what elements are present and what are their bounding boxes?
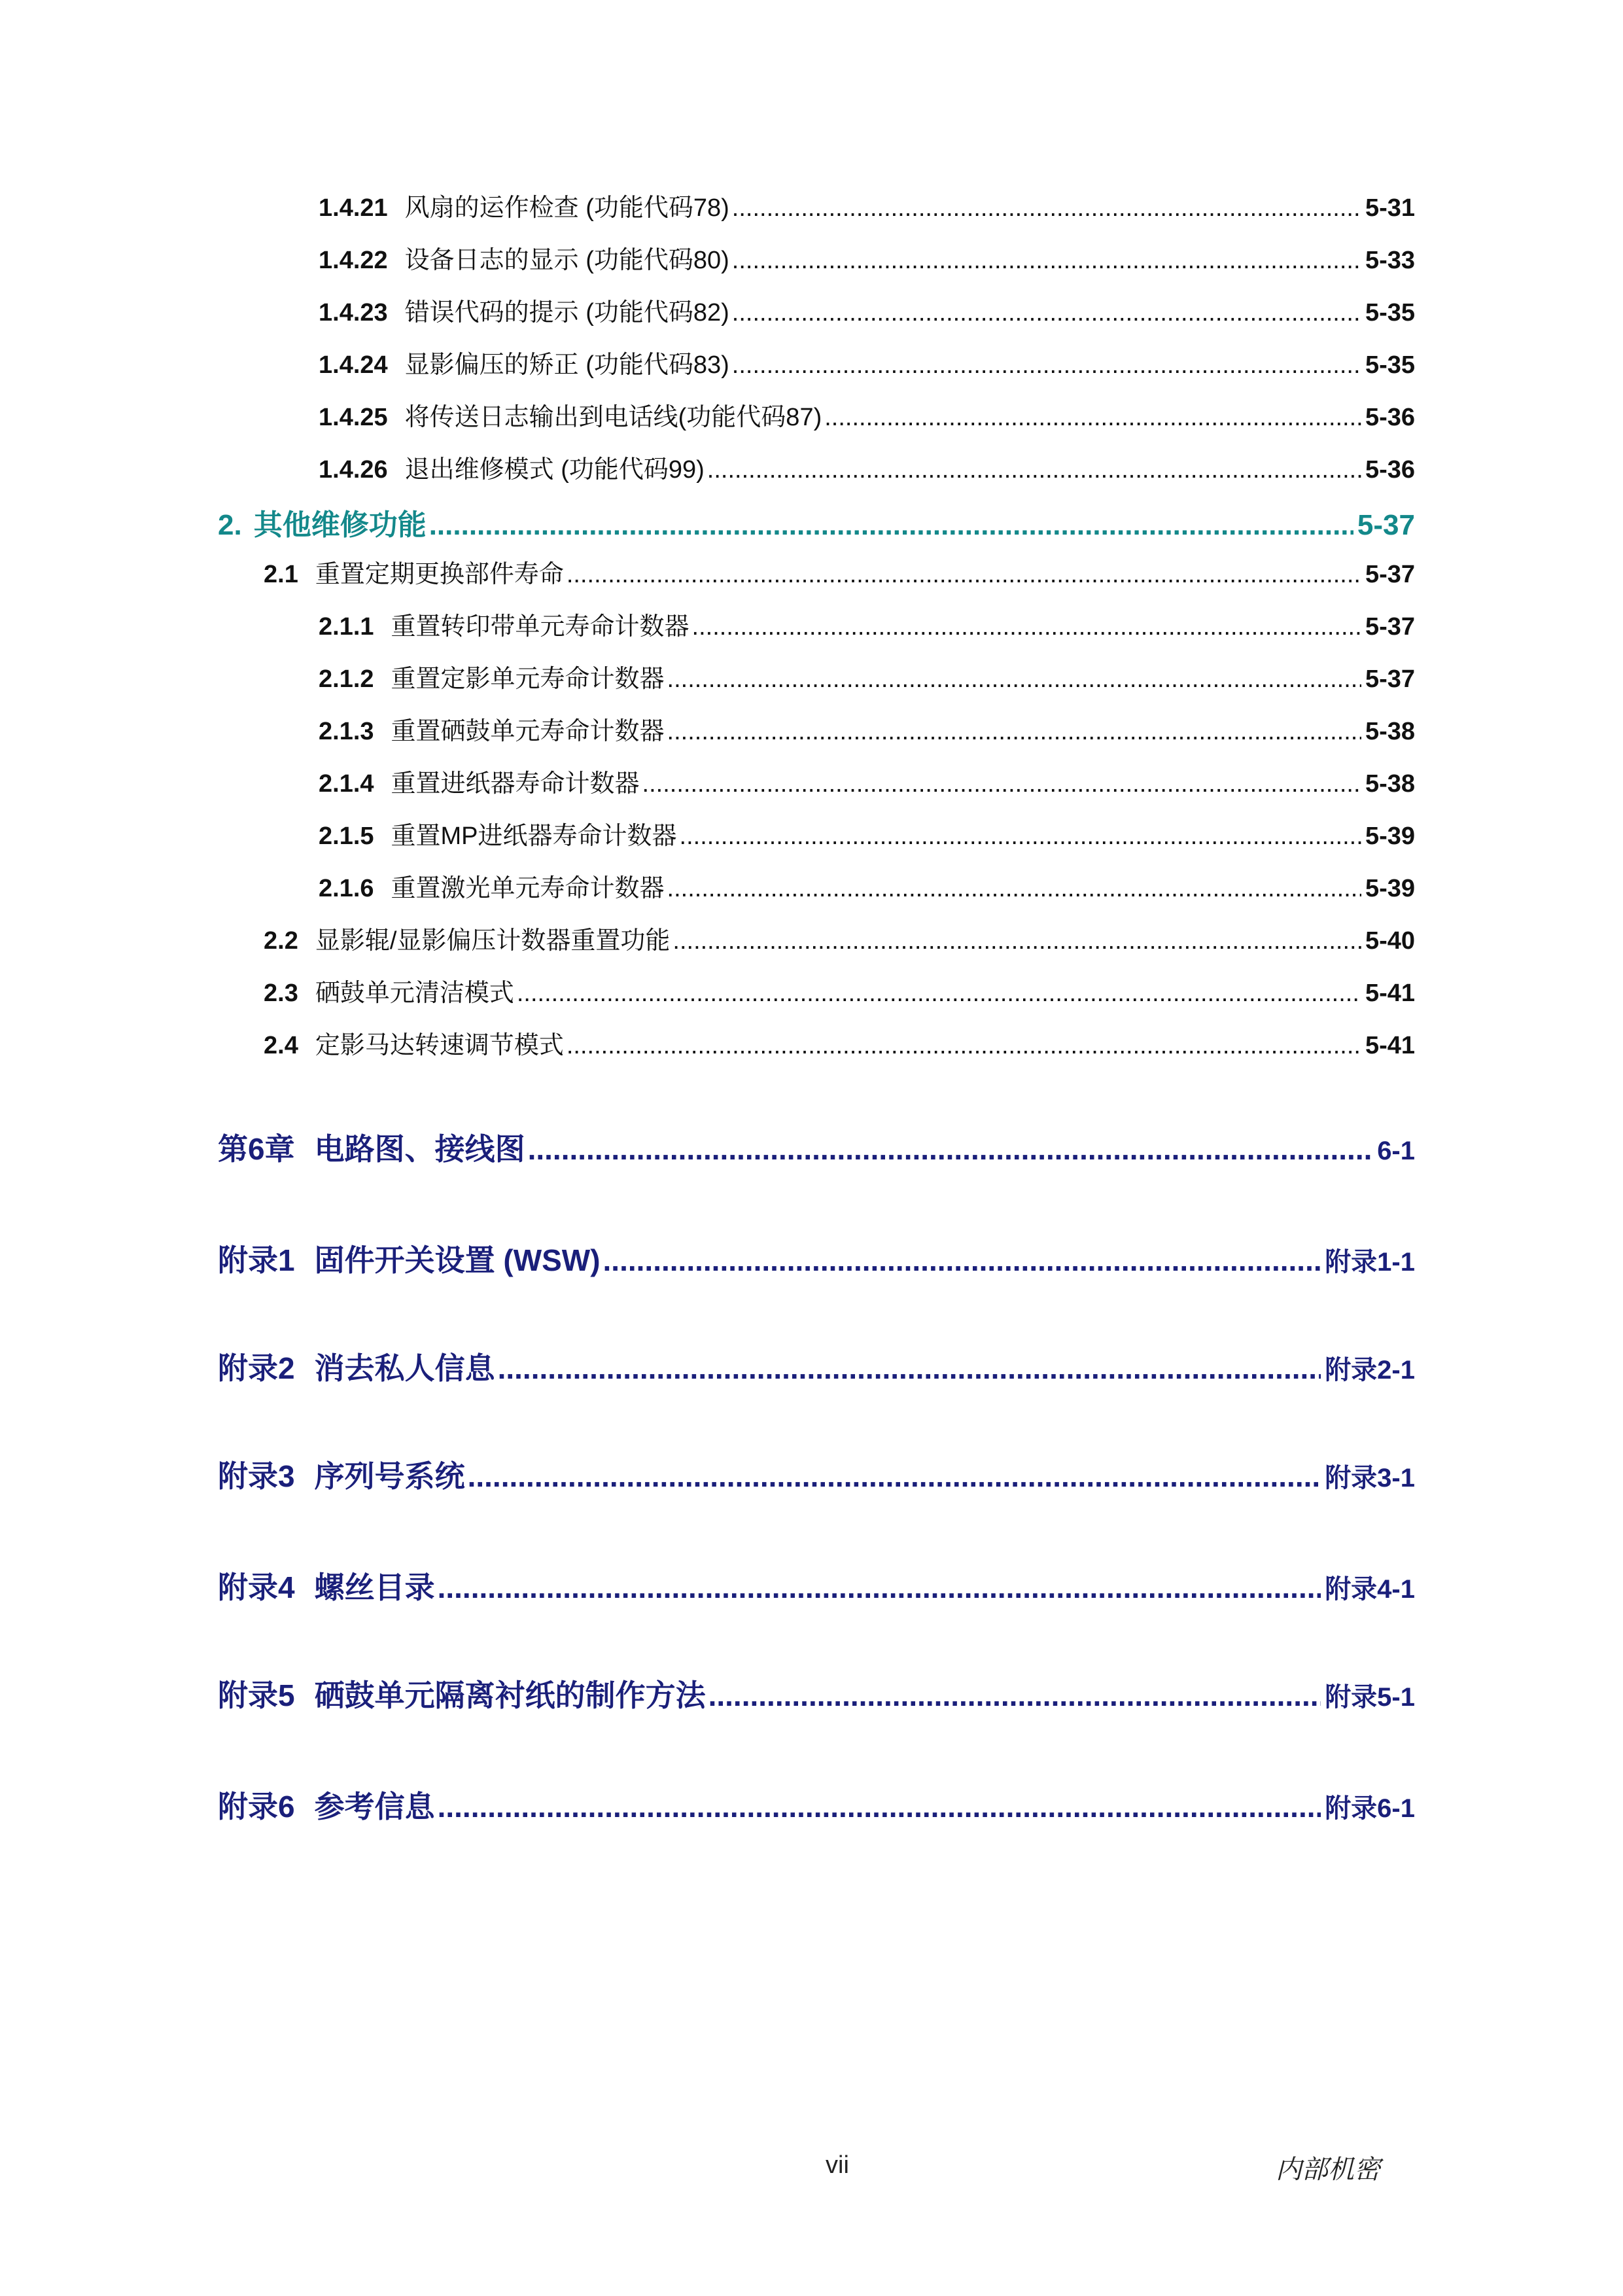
toc-entry-number: 2.1.3 <box>319 718 374 745</box>
dot-leader <box>672 927 1361 955</box>
toc-entry-page: 5-39 <box>1365 822 1415 850</box>
toc-entry-title: 重置MP进纸器寿命计数器 <box>391 822 677 850</box>
toc-entry-title: 风扇的运作检查 (功能代码78) <box>404 194 729 222</box>
toc-entry-page: 5-37 <box>1365 613 1415 641</box>
toc-entry[interactable] <box>0 658 1623 694</box>
toc-entry-title: 错误代码的提示 (功能代码82) <box>404 299 729 327</box>
toc-entry[interactable] <box>0 292 1623 328</box>
toc-entry-title: 硒鼓单元清洁模式 <box>315 980 514 1007</box>
toc-entry[interactable] <box>0 606 1623 642</box>
dot-leader <box>667 718 1361 746</box>
toc-entry-number: 附录6 <box>218 1790 295 1824</box>
toc-entry-title: 重置激光单元寿命计数器 <box>391 875 665 902</box>
toc-entry-page: 附录3-1 <box>1325 1464 1415 1492</box>
dot-leader <box>732 247 1361 275</box>
toc-entry-page: 5-37 <box>1365 665 1415 693</box>
dot-leader <box>667 875 1361 903</box>
toc-entry-number: 1.4.26 <box>319 456 388 484</box>
toc-entry-title: 将传送日志输出到电话线(功能代码87) <box>404 404 822 431</box>
toc-entry-page: 6-1 <box>1377 1137 1415 1165</box>
toc-entry-title: 重置进纸器寿命计数器 <box>391 770 640 798</box>
toc-entry-page: 5-41 <box>1365 980 1415 1007</box>
toc-entry-title: 固件开关设置 (WSW) <box>314 1243 601 1277</box>
toc-entry-number: 2.4 <box>264 1032 298 1059</box>
toc-entry-number: 1.4.23 <box>319 299 388 327</box>
toc-entry-title: 重置转印带单元寿命计数器 <box>391 613 689 641</box>
dot-leader <box>732 299 1361 327</box>
toc-entry-page: 5-38 <box>1365 718 1415 745</box>
dot-leader <box>680 822 1361 851</box>
toc-entry-number: 附录3 <box>218 1459 295 1493</box>
dot-leader <box>824 404 1361 432</box>
dot-leader <box>429 509 1353 542</box>
toc-entry-number: 第6章 <box>218 1132 295 1166</box>
toc-entry[interactable] <box>0 711 1623 747</box>
toc-entry-page: 5-38 <box>1365 770 1415 798</box>
toc-entry[interactable] <box>0 1345 1623 1388</box>
toc-entry-number: 2.3 <box>264 980 298 1007</box>
toc-entry[interactable] <box>0 187 1623 223</box>
toc-entry-title: 其他维修功能 <box>253 509 427 541</box>
toc-entry-page: 5-35 <box>1365 299 1415 327</box>
toc-entry-number: 2.1.2 <box>319 665 374 693</box>
toc-entry-number: 2.2 <box>264 927 298 955</box>
dot-leader <box>438 1570 1321 1605</box>
confidential-label: 内部机密 <box>1276 2155 1380 2184</box>
toc-entry-title: 重置定期更换部件寿命 <box>315 561 564 588</box>
toc-entry-number: 1.4.21 <box>319 194 388 222</box>
toc-entry-page: 5-41 <box>1365 1032 1415 1059</box>
toc-entry-page: 5-37 <box>1357 509 1415 541</box>
toc-entry[interactable] <box>0 1783 1623 1826</box>
toc-entry-title: 重置定影单元寿命计数器 <box>391 665 665 693</box>
dot-leader <box>498 1351 1321 1386</box>
toc-entry-title: 螺丝目录 <box>314 1570 435 1604</box>
dot-leader <box>528 1131 1374 1167</box>
dot-leader <box>692 613 1361 641</box>
toc-entry-number: 2.1.5 <box>319 822 374 850</box>
dot-leader <box>642 770 1361 798</box>
toc-entry-number: 2.1.4 <box>319 770 374 798</box>
toc-entry-page: 5-36 <box>1365 404 1415 431</box>
dot-leader <box>732 194 1361 222</box>
toc-entry[interactable] <box>0 1564 1623 1607</box>
toc-entry-page: 附录2-1 <box>1325 1356 1415 1385</box>
toc-entry-number: 1.4.24 <box>319 351 388 379</box>
dot-leader <box>567 561 1361 589</box>
toc-entry-page: 5-35 <box>1365 351 1415 379</box>
toc-entry-title: 消去私人信息 <box>314 1351 495 1385</box>
dot-leader <box>603 1243 1321 1278</box>
toc-entry[interactable] <box>0 972 1623 1008</box>
toc-entry[interactable] <box>0 815 1623 851</box>
toc-entry-number: 附录2 <box>218 1351 295 1385</box>
page-number: vii <box>826 2151 849 2179</box>
toc-entry-title: 退出维修模式 (功能代码99) <box>404 456 705 484</box>
dot-leader <box>567 1032 1361 1060</box>
toc-entry[interactable] <box>0 1025 1623 1061</box>
toc-entry[interactable] <box>0 449 1623 485</box>
toc-entry-page: 5-33 <box>1365 247 1415 274</box>
toc-entry[interactable] <box>0 1237 1623 1280</box>
toc-entry-number: 1.4.25 <box>319 404 388 431</box>
toc-entry-title: 电路图、接线图 <box>314 1132 525 1166</box>
toc-entry-number: 附录4 <box>218 1570 295 1604</box>
toc-entry[interactable] <box>0 554 1623 590</box>
toc-entry-title: 设备日志的显示 (功能代码80) <box>404 247 729 274</box>
toc-entry[interactable] <box>0 1125 1623 1169</box>
toc-entry-page: 附录5-1 <box>1325 1683 1415 1712</box>
dot-leader <box>517 980 1361 1008</box>
dot-leader <box>708 1678 1321 1713</box>
dot-leader <box>667 665 1361 694</box>
dot-leader <box>438 1789 1321 1824</box>
toc-entry-number: 2.1.6 <box>319 875 374 902</box>
toc-entry[interactable] <box>0 344 1623 380</box>
toc-entry-page: 5-39 <box>1365 875 1415 902</box>
toc-entry-page: 5-36 <box>1365 456 1415 484</box>
toc-entry-page: 附录1-1 <box>1325 1248 1415 1277</box>
toc-entry-page: 5-40 <box>1365 927 1415 955</box>
toc-entry-title: 序列号系统 <box>314 1459 465 1493</box>
toc-entry-number: 2.1.1 <box>319 613 374 641</box>
toc-entry[interactable] <box>0 501 1623 543</box>
toc-entry[interactable] <box>0 1453 1623 1496</box>
toc-entry-page: 附录4-1 <box>1325 1575 1415 1604</box>
toc-entry[interactable] <box>0 920 1623 956</box>
toc-entry[interactable] <box>0 868 1623 904</box>
toc-entry-page: 附录6-1 <box>1325 1794 1415 1823</box>
toc-entry-number: 2.1 <box>264 561 298 588</box>
toc-entry-number: 附录1 <box>218 1243 295 1277</box>
toc-entry[interactable] <box>0 763 1623 799</box>
toc-entry-page: 5-37 <box>1365 561 1415 588</box>
toc-entry[interactable] <box>0 397 1623 433</box>
dot-leader <box>707 456 1361 484</box>
toc-entry[interactable] <box>0 239 1623 275</box>
toc-entry-number: 2. <box>218 509 242 541</box>
toc-entry-number: 1.4.22 <box>319 247 388 274</box>
toc-entry-title: 参考信息 <box>314 1790 435 1824</box>
toc-entry-title: 定影马达转速调节模式 <box>315 1032 564 1059</box>
toc-entry-page: 5-31 <box>1365 194 1415 222</box>
toc-entry-title: 硒鼓单元隔离衬纸的制作方法 <box>314 1678 706 1712</box>
toc-entry-title: 显影偏压的矫正 (功能代码83) <box>404 351 729 379</box>
toc-entry-title: 显影辊/显影偏压计数器重置功能 <box>315 927 671 955</box>
dot-leader <box>732 351 1361 380</box>
dot-leader <box>468 1458 1321 1494</box>
toc-entry-title: 重置硒鼓单元寿命计数器 <box>391 718 665 745</box>
toc-entry-number: 附录5 <box>218 1678 295 1712</box>
toc-entry[interactable] <box>0 1672 1623 1715</box>
